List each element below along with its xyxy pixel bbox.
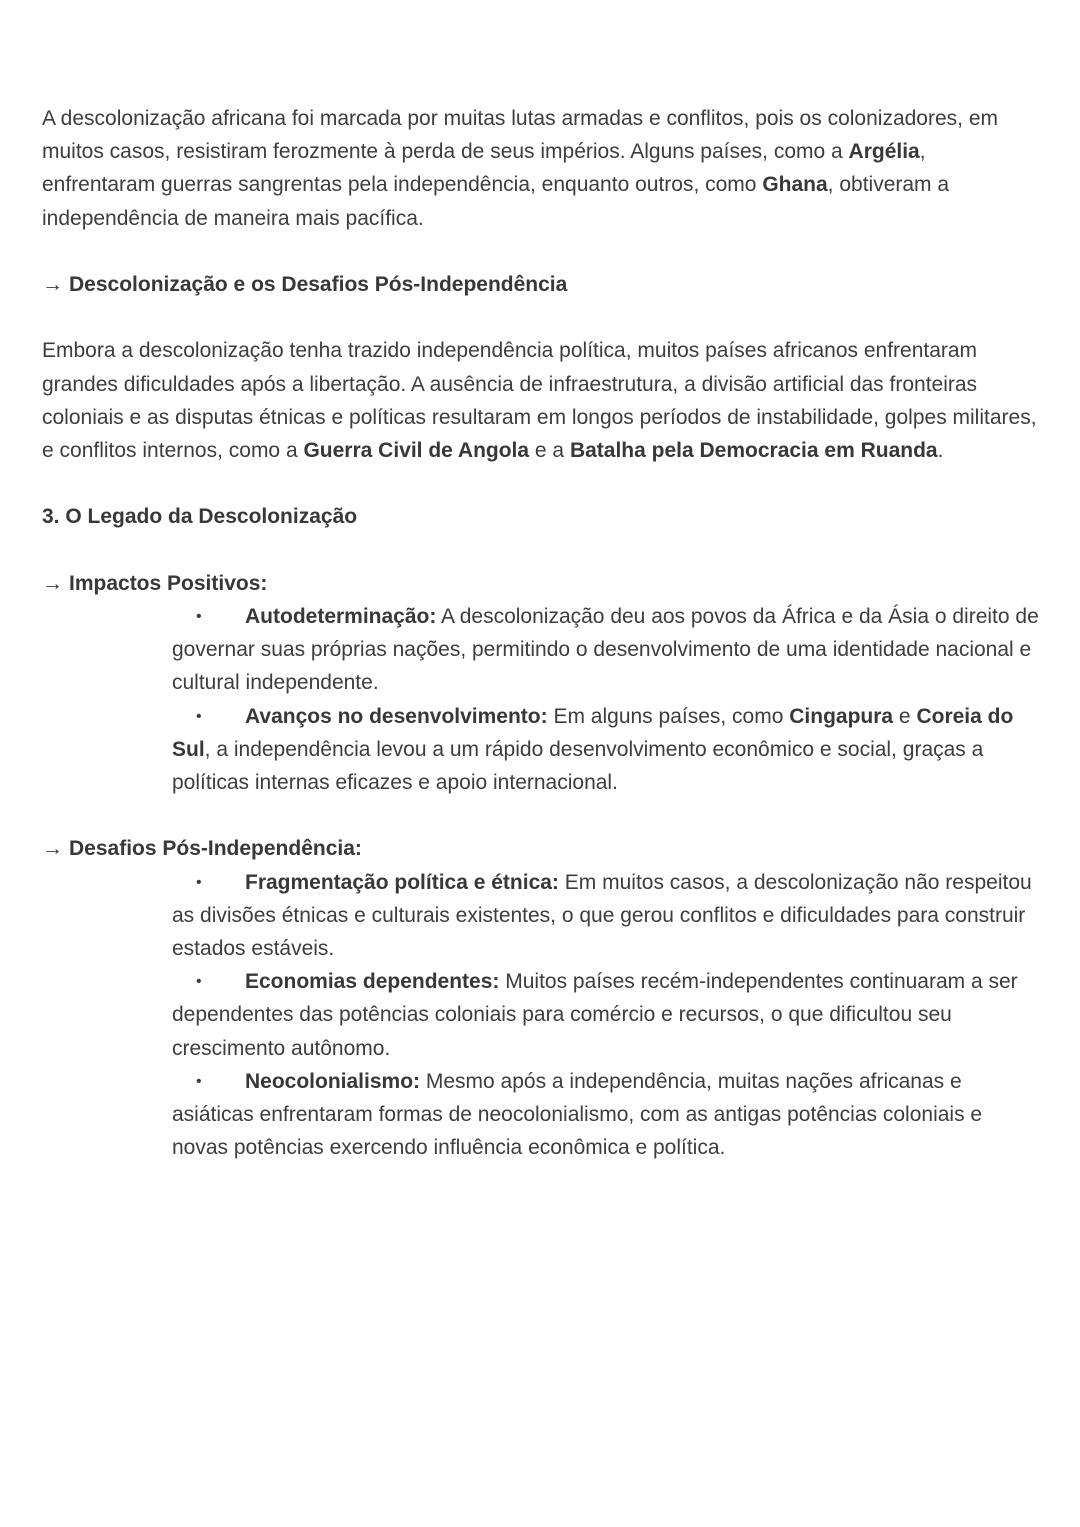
spacer bbox=[42, 235, 1042, 268]
spacer bbox=[42, 467, 1042, 500]
positive-impacts-heading: → Impactos Positivos: bbox=[42, 571, 268, 595]
challenges-heading: → Desafios Pós-Independência: bbox=[42, 837, 362, 861]
spacer bbox=[42, 534, 1042, 567]
intro-paragraph: A descolonização africana foi marcada por muitas lutas armadas e conflitos, pois os colonizadores, em muitos casos, resistiram ferozmente à perda de seus impérios. Alguns países, como a Argélia, enfrentaram guerras sangrentas pela independência, enquanto outros, como Ghana, obtiveram a independência de maneira mais pacífica. bbox=[42, 107, 998, 230]
section-heading-challenges: → Descolonização e os Desafios Pós-Independência bbox=[42, 273, 568, 296]
bullet-icon: • bbox=[196, 1072, 202, 1090]
positive-impacts-list bbox=[42, 600, 1042, 799]
bullet-icon: • bbox=[196, 973, 202, 991]
section-3-title: 3. O Legado da Descolonização bbox=[42, 505, 358, 529]
arrow-right-icon: → bbox=[42, 837, 63, 861]
list-item: • Neocolonialismo: Mesmo após a independência, muitas nações africanas e asiáticas enfrentaram formas de neocolonialismo, com as antigas potências coloniais e novas potências exercendo influência econômica e política. bbox=[42, 1065, 1042, 1165]
arrow-right-icon: → bbox=[42, 571, 63, 595]
spacer bbox=[42, 301, 1042, 334]
bold-angola: Guerra Civil de Angola bbox=[303, 439, 530, 462]
post-independence-paragraph: Embora a descolonização tenha trazido independência política, muitos países africanos enfrentaram grandes dificuldades após a libertação. A ausência de infraestrutura, a divisão artificial das fronteiras coloniais e as disputas étnicas e políticas resultaram em longos períodos de instabilidade, golpes militares, e conflitos internos, como a Guerra Civil de Angola e a Batalha pela Democracia em Ruanda. bbox=[42, 339, 1037, 462]
list-item: • Economias dependentes: Muitos países recém-independentes continuaram a ser dependentes das potências coloniais para comércio e recursos, o que dificultou seu crescimento autônomo. bbox=[42, 965, 1042, 1065]
bold-ghana: Ghana bbox=[762, 173, 828, 197]
bold-ruanda: Batalha pela Democracia em Ruanda bbox=[569, 439, 938, 462]
bullet-icon: • bbox=[196, 873, 202, 891]
bullet-icon: • bbox=[196, 707, 202, 725]
arrow-right-icon: → bbox=[42, 273, 63, 296]
spacer bbox=[42, 799, 1042, 832]
list-item: • Fragmentação política e étnica: Em muitos casos, a descolonização não respeitou as divisões étnicas e culturais existentes, o que gerou conflitos e dificuldades para construir estados estáveis. bbox=[42, 866, 1042, 966]
list-item: • Avanços no desenvolvimento: Em alguns países, como Cingapura e Coreia do Sul, a independência levou a um rápido desenvolvimento econômico e social, graças a políticas internas eficazes e apoio internacional. bbox=[42, 700, 1042, 800]
list-item: • Autodeterminação: A descolonização deu aos povos da África e da Ásia o direito de governar suas próprias nações, permitindo o desenvolvimento de uma identidade nacional e cultural independente. bbox=[42, 600, 1042, 700]
bold-argelia: Argélia bbox=[848, 140, 920, 164]
document-page bbox=[42, 102, 1042, 1164]
challenges-list bbox=[42, 866, 1042, 1165]
bullet-icon: • bbox=[196, 607, 202, 625]
